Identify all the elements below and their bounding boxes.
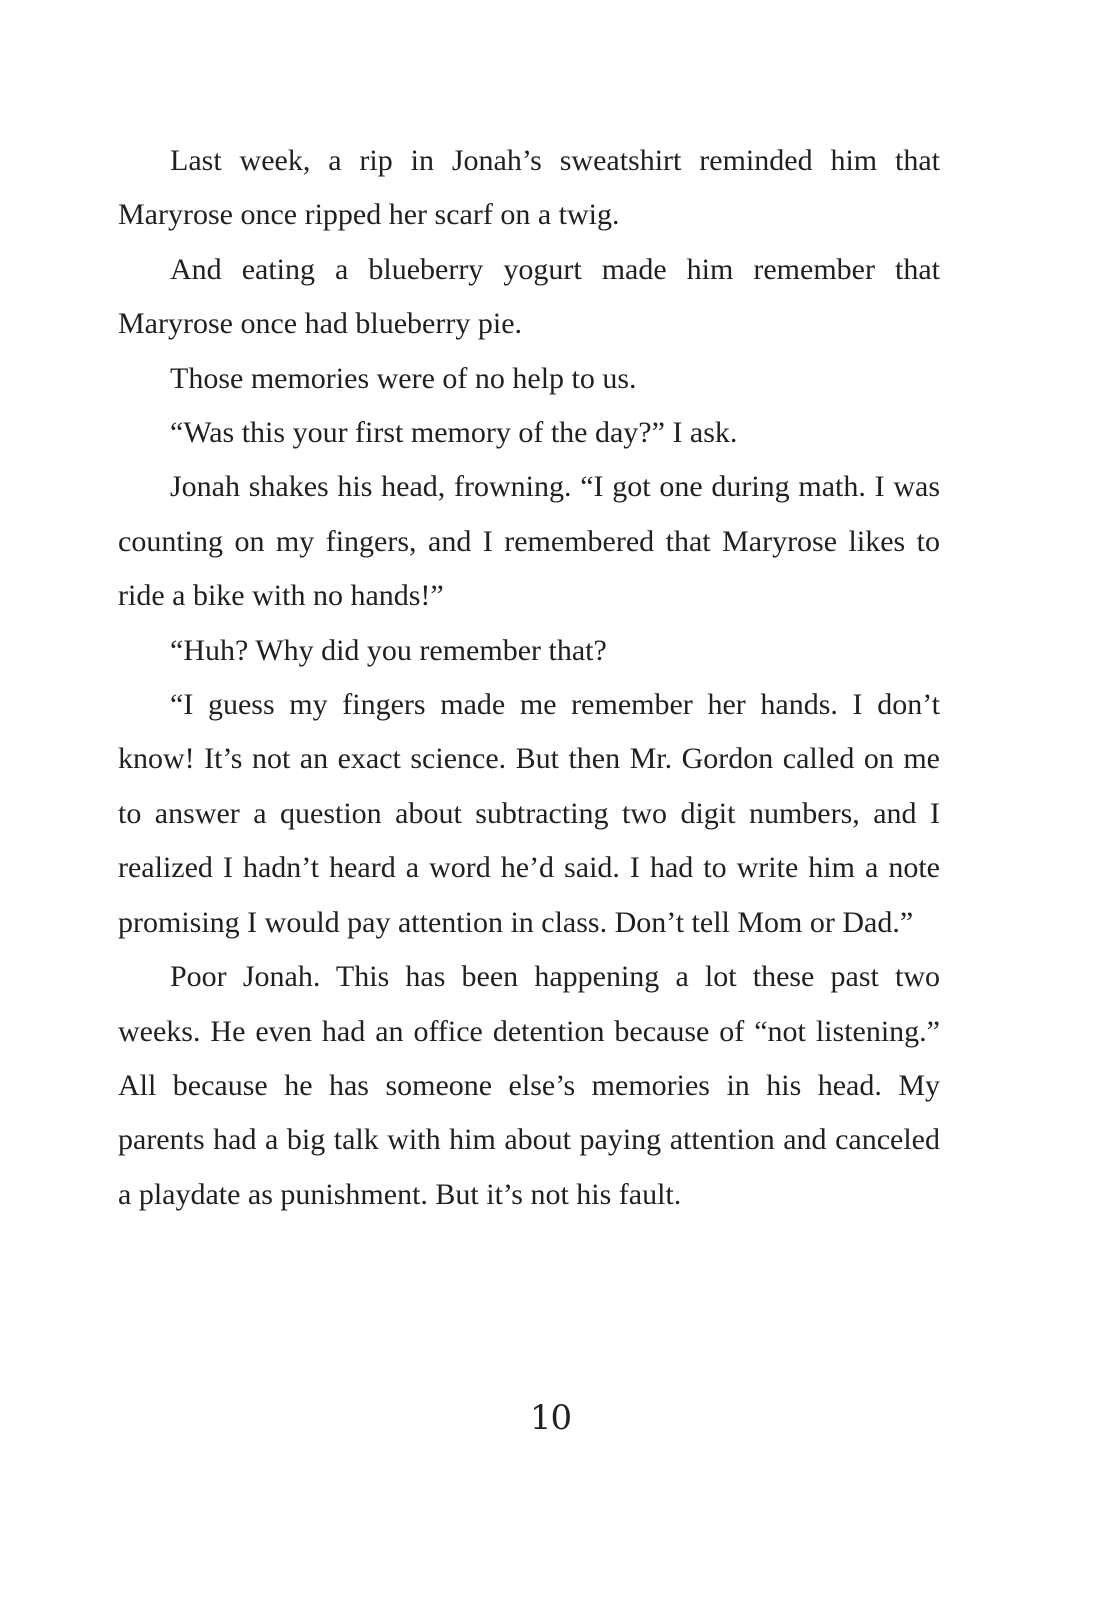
paragraph: And eating a blueberry yogurt made him remember that Maryrose once had blueberry pie. — [118, 252, 940, 341]
paragraph: Jonah shakes his head, frowning. “I got one during math. I was counting on my fingers, and I remembered that Maryrose likes to ride a bike with no hands!” — [118, 470, 940, 613]
body-text — [118, 134, 940, 1222]
paragraph: “I guess my fingers made me remember her hands. I don’t know! It’s not an exact science. But then Mr. Gordon called on me to answer a question about subtracting two digit numbers, and I realized I hadn’t heard a word he’d said. I had to write him a note promising I would pay attention in class. Don’t tell Mom or Dad.” — [118, 688, 940, 939]
paragraph: “Huh? Why did you remember that? — [170, 633, 607, 667]
paragraph: “Was this your first memory of the day?” I ask. — [170, 416, 738, 450]
page-number: 10 — [529, 1398, 572, 1438]
paragraph: Those memories were of no help to us. — [170, 361, 637, 395]
paragraph: Poor Jonah. This has been happening a lot these past two weeks. He even had an office detention because of “not listening.” All because he has someone else’s memories in his head. My parents had a big talk with him about paying attention and canceled a playdate as punishment. But it’s not his fault. — [118, 960, 940, 1211]
paragraph: Last week, a rip in Jonah’s sweatshirt reminded him that Maryrose once ripped her scarf on a twig. — [118, 144, 940, 232]
